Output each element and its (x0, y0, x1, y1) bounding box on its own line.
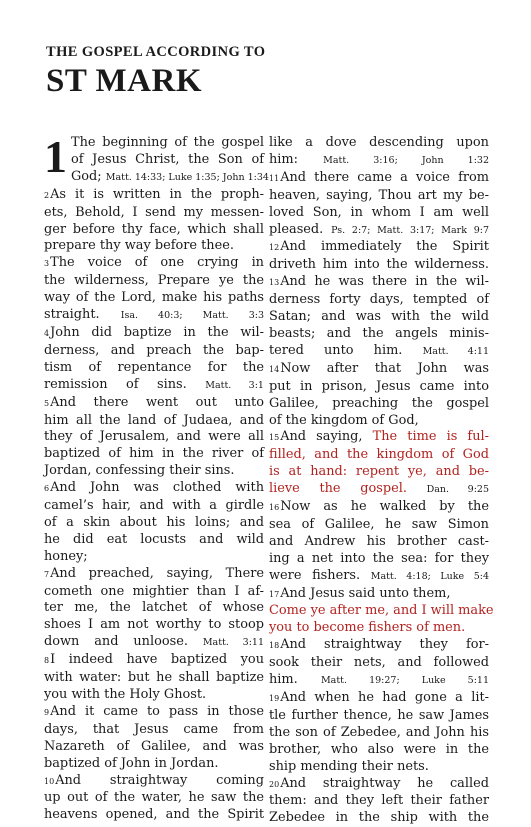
verse-text: up out of the water, he saw the (44, 790, 264, 806)
verse-text: ship mending their nets. (269, 758, 429, 774)
text-line (44, 617, 264, 634)
text-line (269, 499, 489, 517)
verse-text: The voice of one crying in (50, 255, 264, 271)
text-line (44, 652, 264, 670)
verse-text: ger before thy face, which shall (44, 221, 264, 237)
cross-reference: Matt. 3:16; John 1:32 (323, 154, 489, 166)
text-line (269, 568, 489, 586)
text-line (44, 395, 264, 413)
verse-text: of a skin about his loins; and (44, 514, 264, 530)
text-line (44, 670, 264, 687)
verse-text: baptized of him in the river of (44, 446, 264, 462)
cross-reference: Matt. 19:27; Luke 5:11 (320, 675, 489, 687)
verse-text: brother, who also were in the (269, 741, 489, 757)
verse-number: 16 (269, 503, 280, 513)
text-line (269, 222, 489, 240)
text-line (44, 413, 264, 430)
text-line (269, 429, 489, 447)
verse-text: Now as he walked by the (280, 499, 489, 515)
verse-text: As it is written in the proph- (50, 186, 264, 202)
verse-text: with water: but he shall baptize (44, 670, 264, 686)
verse-text: And straightway he called (280, 775, 489, 791)
text-line (44, 238, 264, 255)
cross-reference: Isa. 40:3; Matt. 3:3 (120, 310, 264, 322)
text-line (269, 152, 489, 170)
verse-text: put in prison, Jesus came into (269, 378, 489, 394)
verse-number: 15 (269, 433, 280, 443)
text-line (269, 309, 489, 326)
verse-text: cometh one mightier than I af- (44, 583, 264, 599)
text-line (269, 413, 489, 430)
text-line (44, 722, 264, 739)
words-of-christ: lieve the gospel. (269, 481, 407, 497)
text-line (269, 326, 489, 343)
verse-number: 18 (269, 641, 280, 651)
verse-text: sook their nets, and followed (269, 655, 489, 671)
verse-text: down and unloose. (44, 634, 188, 650)
text-line (44, 290, 264, 307)
verse-text: tle further thence, he saw James (269, 707, 489, 723)
text-line (269, 464, 489, 481)
text-line (44, 549, 264, 566)
verse-text: driveth him into the wilderness. (269, 257, 489, 273)
text-line (269, 274, 489, 292)
verse-text: ing a net into the sea: for they (269, 550, 489, 566)
verse-text: tered unto him. (269, 342, 403, 358)
verse-text: And there came a voice from (280, 169, 489, 185)
text-line (44, 377, 264, 395)
text-line (44, 307, 264, 325)
cross-reference: Dan. 9:25 (426, 484, 489, 496)
verse-text: you with the Holy Ghost. (44, 687, 207, 702)
verse-text: heavens opened, and the Spirit (44, 807, 264, 823)
verse-text: them: and they left their father (269, 793, 489, 809)
verse-text: Satan; and was with the wild (269, 309, 489, 325)
verse-text: The beginning of the gospel (71, 135, 264, 150)
verse-number: 5 (44, 398, 50, 408)
verse-text: him all the land of Judaea, and (44, 412, 264, 428)
cross-reference: Matt. 3:1 (205, 379, 264, 391)
text-line (44, 480, 264, 498)
verse-text: tism of repentance for the (44, 359, 264, 375)
text-line (269, 292, 489, 309)
text-column-left (44, 131, 269, 824)
verse-text: derness, and preach the bap- (44, 342, 264, 358)
text-line (44, 429, 264, 446)
verse-number: 2 (44, 190, 50, 200)
verse-text: and Andrew his brother cast- (269, 533, 489, 549)
text-line (269, 637, 489, 655)
verse-text: prepare thy way before thee. (44, 238, 234, 254)
text-line (44, 343, 264, 360)
verse-text: they of Jerusalem, and were all (44, 429, 264, 445)
verse-number: 4 (44, 328, 50, 338)
text-line (269, 708, 489, 725)
chapter-number: 1 (44, 131, 67, 182)
text-line (269, 810, 489, 827)
verse-number: 14 (269, 364, 280, 374)
text-line (269, 481, 489, 499)
verse-text: And John was clothed with (50, 480, 264, 496)
text-line (44, 566, 264, 584)
verse-number: 12 (269, 243, 280, 253)
text-line (269, 742, 489, 759)
text-line (269, 793, 489, 810)
text-line (44, 187, 264, 205)
text-line (269, 725, 489, 742)
text-line (44, 634, 264, 652)
verse-text: shoes I am not worthy to stoop (44, 617, 264, 633)
text-line (269, 517, 489, 534)
verse-number: 13 (269, 278, 280, 288)
text-line (44, 498, 264, 515)
verse-text: heaven, saying, Thou art my be- (269, 187, 489, 203)
verse-text: he did eat locusts and wild (44, 531, 264, 547)
text-line (269, 690, 489, 708)
words-of-christ: Come ye after me, and I will make (269, 603, 494, 619)
cross-reference: Matt. 3:11 (202, 637, 264, 649)
text-line (269, 586, 489, 604)
verse-number: 7 (44, 569, 50, 579)
verse-text: And he was there in the wil- (280, 274, 489, 290)
verse-number: 3 (44, 259, 50, 269)
text-line (44, 756, 264, 773)
verse-text: Galilee, preaching the gospel (269, 395, 489, 411)
verse-text: of Jesus Christ, the Son of (71, 151, 264, 167)
verse-text: the son of Zebedee, and John his (269, 724, 489, 740)
verse-text: remission of sins. (44, 376, 187, 392)
verse-text: straight. (44, 307, 100, 323)
text-line (44, 600, 264, 617)
verse-text: the wilderness, Prepare ye the (44, 273, 264, 289)
verse-text: John did baptize in the wil- (50, 324, 264, 340)
verse-text: And immediately the Spirit (280, 239, 489, 255)
text-line (269, 170, 489, 188)
cross-reference: Matt. 4:11 (422, 345, 489, 357)
text-line (44, 325, 264, 343)
text-line (44, 255, 264, 273)
text-line (44, 360, 264, 377)
verse-text: ets, Behold, I send my messen- (44, 204, 264, 220)
words-of-christ: filled, and the kingdom of God (269, 447, 489, 463)
text-line (44, 807, 264, 824)
verse-number: 6 (44, 484, 50, 494)
verse-text: Zebedee in the ship with the (269, 810, 489, 826)
verse-text: God; (71, 168, 102, 184)
verse-text: him: (269, 151, 298, 167)
cross-reference: Ps. 2:7; Matt. 3:17; Mark 9:7 (331, 224, 489, 236)
text-line (44, 152, 264, 169)
verse-number: 10 (44, 776, 55, 786)
verse-text: beasts; and the angels minis- (269, 325, 489, 341)
text-line (44, 773, 264, 791)
verse-text: baptized of John in Jordan. (44, 755, 219, 771)
text-line (44, 584, 264, 601)
text-line (269, 361, 489, 379)
words-of-christ: is at hand: repent ye, and be- (269, 464, 489, 480)
cross-reference: Matt. 4:18; Luke 5:4 (370, 570, 489, 582)
text-line (269, 672, 489, 690)
verse-text: Now after that John was (280, 360, 489, 376)
verse-number: 9 (44, 707, 50, 717)
verse-text: camel’s hair, and with a girdle (44, 498, 264, 514)
text-line (269, 343, 489, 361)
words-of-christ: The time is ful- (372, 429, 489, 445)
text-line (44, 790, 264, 807)
page-header (46, 44, 265, 99)
verse-number: 19 (269, 694, 280, 703)
verse-text: And preached, saying, There (50, 565, 264, 581)
verse-text: days, that Jesus came from (44, 721, 264, 737)
verse-number: 11 (269, 173, 280, 183)
verse-number: 8 (44, 656, 50, 666)
verse-text: sea of Galilee, he saw Simon (269, 516, 489, 532)
verse-text: were fishers. (269, 567, 361, 583)
text-line (44, 446, 264, 463)
text-line (269, 620, 489, 637)
words-of-christ: you to become fishers of men. (269, 620, 466, 636)
text-line (269, 776, 489, 794)
text-line (269, 188, 489, 205)
text-line (44, 463, 264, 480)
text-line (44, 273, 264, 290)
verse-text: And straightway coming (55, 772, 264, 788)
text-line (269, 379, 489, 396)
text-line (269, 759, 489, 776)
verse-number: 20 (269, 779, 280, 789)
text-line (44, 135, 264, 152)
text-line (44, 168, 269, 187)
verse-text: honey; (44, 548, 88, 564)
text-line (269, 257, 489, 274)
verse-text: And Jesus said unto them, (280, 585, 451, 601)
verse-text: Nazareth of Galilee, and was (44, 738, 264, 754)
text-line (44, 222, 264, 239)
verse-text: And it came to pass in those (50, 703, 264, 719)
text-line (44, 205, 264, 222)
text-line (269, 655, 489, 672)
text-line (269, 534, 489, 551)
text-line (44, 687, 264, 704)
verse-number: 17 (269, 589, 280, 599)
verse-text: I indeed have baptized you (50, 652, 264, 668)
verse-text: like a dove descending upon (269, 135, 489, 150)
verse-text: him. (269, 672, 298, 688)
verse-text: And when he had gone a lit- (280, 690, 489, 705)
verse-text: And straightway they for- (280, 637, 489, 653)
verse-text: And there went out unto (50, 394, 264, 410)
text-line (44, 704, 264, 722)
verse-text: And saying, (280, 429, 373, 445)
text-line (269, 396, 489, 413)
text-line (269, 239, 489, 257)
text-line (44, 739, 264, 756)
text-column-right (269, 135, 494, 827)
book-subtitle: THE GOSPEL ACCORDING TO (46, 44, 266, 60)
text-line (44, 532, 264, 549)
verse-text: derness forty days, tempted of (269, 292, 489, 308)
verse-text: pleased. (269, 221, 324, 237)
text-line (269, 551, 489, 568)
book-title: ST MARK (46, 63, 202, 99)
verse-text: way of the Lord, make his paths (44, 290, 264, 306)
text-line (269, 603, 494, 620)
cross-reference: Matt. 14:33; Luke 1:35; John 1:34 (105, 171, 269, 183)
text-line (269, 205, 489, 222)
text-line (269, 447, 489, 464)
verse-text: Jordan, confessing their sins. (44, 463, 235, 479)
text-line (44, 515, 264, 532)
verse-text: ter me, the latchet of whose (44, 600, 264, 616)
text-line (269, 135, 489, 152)
verse-text: loved Son, in whom I am well (269, 204, 489, 220)
verse-text: of the kingdom of God, (269, 412, 419, 428)
